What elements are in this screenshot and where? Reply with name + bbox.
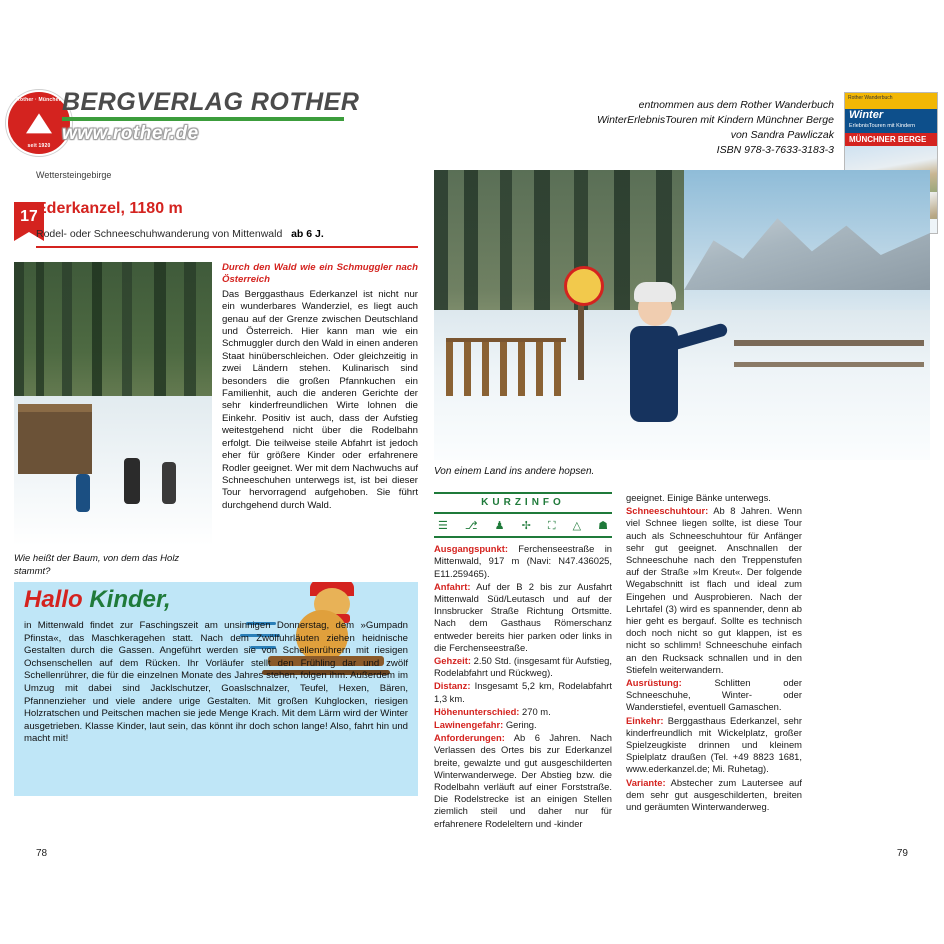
tour-subtitle bbox=[36, 228, 324, 240]
source-line-2: WinterErlebnisTouren mit Kindern Münchner Berge bbox=[596, 114, 834, 126]
photo-mountains bbox=[684, 198, 930, 290]
photo-woodshed bbox=[18, 412, 92, 474]
entry-text: Ferchenseestraße in Mittenwald, 917 m (Navi: N47.436025, E11.259465). bbox=[434, 543, 612, 579]
photo-wooden-fence bbox=[446, 338, 566, 396]
entry-label: Gehzeit: bbox=[434, 655, 471, 667]
entry-label: Distanz: bbox=[434, 680, 471, 692]
book-cover-strip: Rother Wanderbuch bbox=[845, 93, 937, 109]
brand-block bbox=[62, 88, 422, 145]
book-cover-band: MÜNCHNER BERGE bbox=[845, 133, 937, 146]
kids-box-text: in Mittenwald findet zur Faschingszeit am unsinnigen Donnerstag, dem »Gumpadn Pfinsta«, das Maschkeragehen statt. Nach dem Zwölfuhrläuten ziehen heidnische Gestalten durch die Gassen. Angeführt werden sie von Schellenrührern mit riesigen Ochsenschellen auf dem Rücken. Ihr Vorläufer stellt den Frühling dar und zwölf Schellenrührer, die für die einzelnen Monate des Jahres stehen, folgen ihm. Außerdem im Umzug mit dabei sind Jacklschutzer, Goaslschnalzer, Teufel, Hexen, Bären, Pfannenzieher und viele andere urige Gestalten. Mit großen Kuhglocken, riesigen Holzratschen und Peitschen machen sie jede Menge Krach. Mit dem Lärm wird der Winter ausgetrieben. Klasse Kinder, laut sein, das könnt ihr doch schon lange! Also, fahrt hin und macht mit! bbox=[24, 620, 408, 745]
brand-divider bbox=[62, 117, 344, 121]
kurzinfo-entry bbox=[434, 581, 612, 654]
entry-text: Insgesamt 5,2 km, Rodelabfahrt 1,3 km. bbox=[434, 680, 612, 704]
kurzinfo-heading: KURZINFO bbox=[434, 492, 612, 514]
photo-person-adult bbox=[124, 458, 140, 504]
page-number-right: 79 bbox=[896, 848, 908, 859]
region-label: Wettersteingebirge bbox=[36, 170, 112, 180]
mountain-icon bbox=[26, 113, 52, 133]
kids-title-hallo: Hallo bbox=[24, 586, 90, 613]
photo-railing-bottom bbox=[734, 362, 924, 367]
intro-text bbox=[222, 262, 418, 512]
photo-railing-top bbox=[734, 340, 924, 346]
kurzinfo-entry bbox=[434, 680, 612, 704]
entry-text: Berggasthaus Ederkanzel, sehr kinderfreundlich mit Wickelplatz, großer Spielzeugkiste drinnen und kleinem Spielplatz draußen (Tel. +49 8823 1681, www.ederkanzel.de; Mi. Ruhetag). bbox=[626, 714, 802, 775]
entry-label: Ausrüstung: bbox=[626, 677, 682, 689]
snowshoe-icon: ✢ bbox=[521, 520, 531, 533]
entry-label: Höhenunterschied: bbox=[434, 705, 520, 717]
kurzinfo-entry bbox=[434, 543, 612, 580]
kurzinfo-entry bbox=[626, 677, 802, 714]
logo-text-top: Rother · München bbox=[16, 97, 62, 103]
photo-trees bbox=[14, 262, 212, 412]
caption-right: Von einem Land ins andere hopsen. bbox=[434, 466, 595, 477]
hut-icon: ☗ bbox=[598, 520, 608, 533]
kurzinfo-icon-row bbox=[434, 518, 612, 538]
book-spread bbox=[14, 170, 930, 830]
kurzinfo-entry bbox=[434, 732, 612, 830]
tour-age-badge: ab 6 J. bbox=[291, 228, 324, 240]
logo-text-bottom: seit 1920 bbox=[27, 143, 51, 149]
left-page bbox=[14, 170, 418, 745]
photo-sign-post bbox=[578, 300, 584, 380]
tour-subtitle-text: Rodel- oder Schneeschuhwanderung von Mittenwald bbox=[36, 228, 283, 240]
restaurant-icon: ☰ bbox=[438, 520, 448, 533]
page-number-left: 78 bbox=[36, 848, 48, 859]
entry-label: Anfahrt: bbox=[434, 580, 471, 592]
entry-label: Ausgangspunkt: bbox=[434, 543, 508, 555]
kurzinfo-entry bbox=[626, 777, 802, 814]
mountain-icon: △ bbox=[572, 520, 582, 533]
entry-text: Schlitten oder Schneeschuhe, Winter- oder Wanderstiefel, eventuell Gamaschen. bbox=[626, 677, 802, 713]
kids-info-box bbox=[14, 582, 418, 796]
photo-child-hat bbox=[634, 282, 676, 302]
family-icon: ♟ bbox=[494, 520, 505, 533]
book-cover-title: Winter bbox=[849, 109, 884, 121]
photo-person-child bbox=[76, 474, 90, 512]
entry-text: Gering. bbox=[503, 719, 537, 731]
tour-number-badge: 17 bbox=[14, 202, 44, 232]
publisher-website[interactable]: www.rother.de bbox=[62, 123, 199, 144]
entry-text: 270 m. bbox=[519, 705, 551, 717]
kurzinfo-entry bbox=[626, 492, 802, 504]
entry-label: Anforderungen: bbox=[434, 732, 505, 744]
entry-text: 2.50 Std. (insgesamt für Aufstieg, Rodelabfahrt und Rückweg). bbox=[434, 655, 612, 679]
source-line-3: von Sandra Pawliczak bbox=[730, 129, 834, 141]
entry-text: geeignet. Einige Bänke unterwegs. bbox=[626, 492, 771, 503]
photo-round-sign-icon bbox=[564, 266, 604, 306]
photo-border-crossing bbox=[434, 170, 930, 460]
entry-label: Variante: bbox=[626, 776, 666, 788]
entry-text: Abstecher zum Lautersee auf dem sehr gut ausgeschilderten, breiten und geräumten Winterwanderweg. bbox=[626, 776, 802, 813]
entry-label: Schneeschuhtour: bbox=[626, 505, 709, 517]
entry-text: Ab 6 Jahren. Nach Verlassen des Ortes bis zur Ederkanzel breite, gewalzte und gut ausgeschilderten Winterwanderwege. Der Abstieg bzw. die Rodelbahn verläuft auf einer Forststraße. Die Rodelstrecke ist an einigen Stellen ziemlich steil und daher nur für erfahrenere Rodeleltern und -kinder bbox=[434, 732, 612, 829]
publisher-header bbox=[0, 88, 944, 168]
intro-body: Das Berggasthaus Ederkanzel ist nicht nur ein wunderbares Wanderziel, es liegt auch genau auf der Grenze zwischen Deutschland und Österreich. Hier kann man wie ein Schmuggler durch den Wald in einen anderen Staat hinüberschleichen. Oder gleichzeitig in zwei Ländern stehen. Kulinarisch sind besonders die großen Pfannkuchen ein Familienhit, auch die anderen Gerichte der sehr kinderfreundlichen Wirte lohnen die Einkehr. Positiv ist auch, dass der Aufstieg weitestgehend nicht über die Rodelbahn erfolgt. Die teilweise steile Abfahrt ist jedoch eher für größere Kinder oder erfahrenere Rodler geeignet. Wer mit dem Nachwuchs auf Schneeschuhen unterwegs ist, ist bei dieser Tour hervorragend aufgehoben. Sie führt durchgehend durch Wald. bbox=[222, 288, 418, 511]
page-title: Ederkanzel, 1180 m bbox=[36, 200, 183, 217]
intro-lead: Durch den Wald wie ein Schmuggler nach Österreich bbox=[222, 262, 418, 286]
source-note bbox=[504, 98, 834, 158]
publisher-name: BERGVERLAG ROTHER bbox=[62, 88, 360, 116]
bus-icon: ⛶ bbox=[547, 520, 556, 533]
kurzinfo-entry bbox=[626, 715, 802, 776]
photo-forest-trail bbox=[14, 262, 212, 546]
book-cover-subtitle: ErlebnisTouren mit Kindern bbox=[849, 123, 916, 129]
kurzinfo-entry bbox=[434, 655, 612, 679]
source-line-4: ISBN 978-3-7633-3183-3 bbox=[716, 144, 834, 156]
photo-child-body bbox=[630, 326, 678, 422]
caption-left: Wie heißt der Baum, von dem das Holz stammt? bbox=[14, 553, 180, 577]
kurzinfo-column-1 bbox=[434, 492, 612, 831]
entry-label: Einkehr: bbox=[626, 714, 664, 726]
kurzinfo-entry bbox=[434, 706, 612, 718]
photo-person-second bbox=[162, 462, 176, 504]
kids-box-title bbox=[24, 586, 171, 614]
entry-text: Auf der B 2 bis zur Ausfahrt Mittenwald Süd/Leutasch und auf der Innsbrucker Straße Richtung Ortsmitte. Nach dem Gasthaus Römerschanz entweder bereits hier parken oder links in die Ferchenseestraße. bbox=[434, 580, 612, 653]
entry-label: Lawinengefahr: bbox=[434, 719, 504, 731]
entry-text: Ab 8 Jahren. Wenn viel Schnee liegen sollte, ist diese Tour auch als Schneeschuhtour für Anfänger sehr gut geeignet. Anschnallen der Schneeschuhe nach den Treppenstufen auf der Straße »Im Kreut«. Der folgende Wegabschnitt ist flach und ideal zum Eingehen und Ausprobieren. Nach der Lehrtafel (3) wird es spannender, denn ab hier geht es bergauf. Sollte es technisch doch noch nicht so gut klappen, ist es nicht so schlimm! Schneeschuhe einfach an den Rucksack schnallen und in den Stiefeln weiterwandern. bbox=[626, 505, 802, 675]
kurzinfo-entry bbox=[626, 505, 802, 676]
kids-title-kinder: Kinder, bbox=[89, 586, 171, 613]
title-divider bbox=[36, 246, 418, 248]
kurzinfo-entry bbox=[434, 719, 612, 731]
sled-icon: ⎇ bbox=[464, 520, 478, 533]
source-line-1: entnommen aus dem Rother Wanderbuch bbox=[638, 99, 834, 111]
kurzinfo-column-2 bbox=[626, 492, 802, 814]
